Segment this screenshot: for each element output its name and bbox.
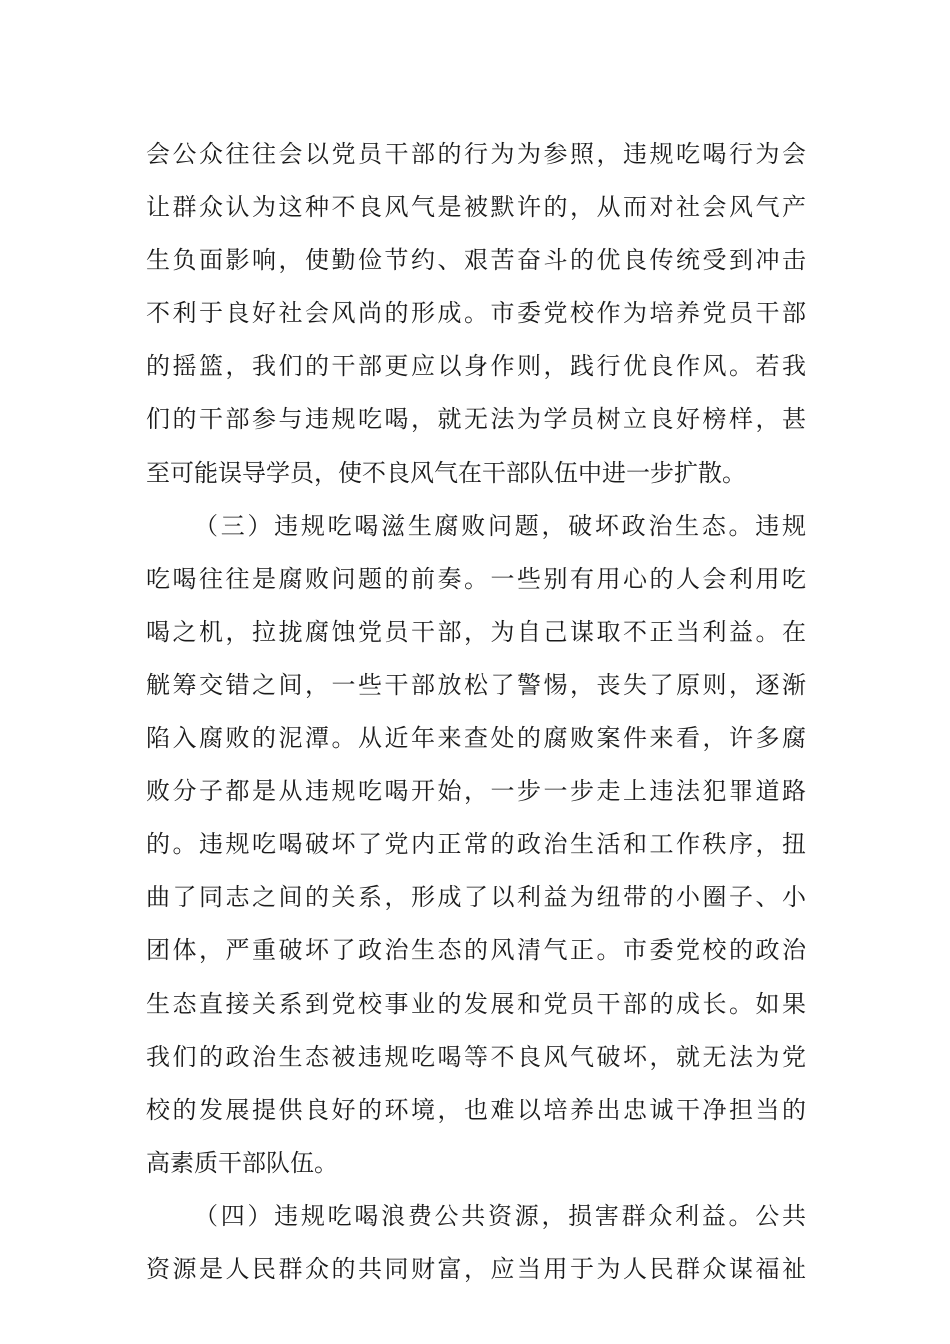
section-heading-line: （四）违规吃喝浪费公共资源，损害群众利益。公共 [194,1201,806,1230]
text-line: 吃喝往往是腐败问题的前奏。一些别有用心的人会利用吃 [146,564,806,593]
text-line: 高素质干部队伍。 [146,1148,338,1177]
text-line: 校的发展提供良好的环境，也难以培养出忠诚干净担当的 [146,1095,806,1124]
text-line: 们的干部参与违规吃喝，就无法为学员树立良好榜样，甚 [146,405,806,434]
text-line: 曲了同志之间的关系，形成了以利益为纽带的小圈子、小 [146,883,806,912]
text-line: 我们的政治生态被违规吃喝等不良风气破坏，就无法为党 [146,1042,806,1071]
text-line: 觥筹交错之间，一些干部放松了警惕，丧失了原则，逐渐 [146,670,806,699]
text-line: 让群众认为这种不良风气是被默许的，从而对社会风气产 [146,193,806,222]
text-line: 会公众往往会以党员干部的行为为参照，违规吃喝行为会 [146,140,806,168]
text-line: 陷入腐败的泥潭。从近年来查处的腐败案件来看，许多腐 [146,724,806,753]
text-line: 生态直接关系到党校事业的发展和党员干部的成长。如果 [146,989,806,1018]
text-line: 败分子都是从违规吃喝开始，一步一步走上违法犯罪道路 [146,777,806,806]
text-line: 喝之机，拉拢腐蚀党员干部，为自己谋取不正当利益。在 [146,617,806,646]
section-heading-line: （三）违规吃喝滋生腐败问题，破坏政治生态。违规 [194,511,806,540]
text-line: 生负面影响，使勤俭节约、艰苦奋斗的优良传统受到冲击 [146,246,806,275]
text-line: 团体，严重破坏了政治生态的风清气正。市委党校的政治 [146,936,806,965]
text-line: 至可能误导学员，使不良风气在干部队伍中进一步扩散。 [146,458,746,487]
text-line: 资源是人民群众的共同财富，应当用于为人民群众谋福祉 [146,1254,806,1283]
text-line: 的。违规吃喝破坏了党内正常的政治生活和工作秩序，扭 [146,830,806,859]
text-line: 不利于良好社会风尚的形成。市委党校作为培养党员干部 [146,299,806,328]
body-text [146,128,806,1296]
text-line: 的摇篮，我们的干部更应以身作则，践行优良作风。若我 [146,352,806,381]
